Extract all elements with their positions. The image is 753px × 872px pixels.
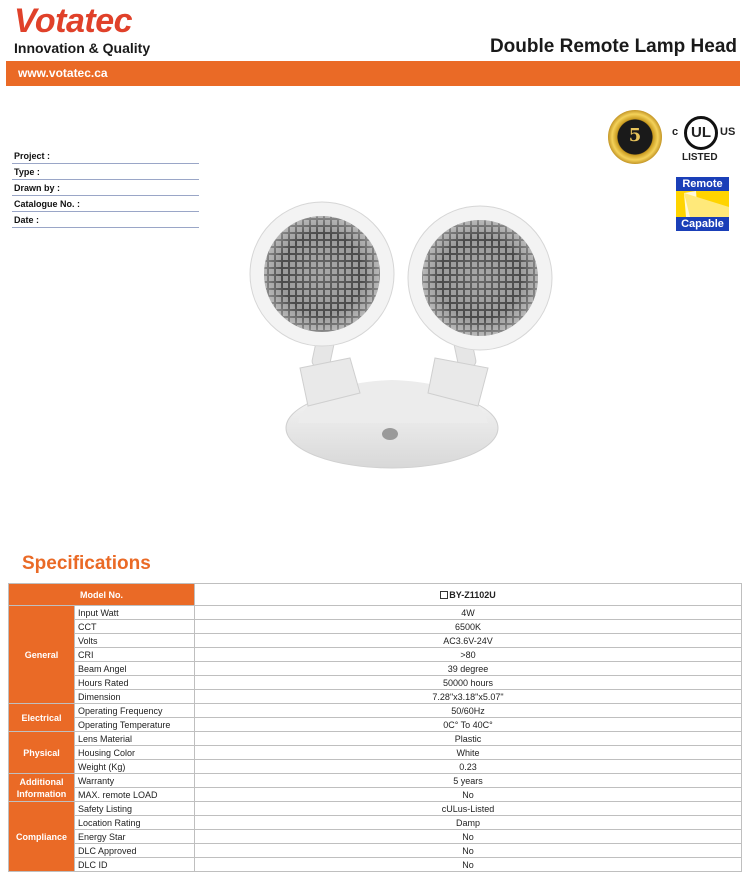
param-cell: Location Rating [75, 816, 195, 830]
param-cell: Input Watt [75, 606, 195, 620]
project-field-catalogue: Catalogue No. : [12, 196, 199, 212]
param-cell: MAX. remote LOAD [75, 788, 195, 802]
table-row [9, 676, 742, 690]
warranty-number: 5 [628, 125, 642, 146]
model-row [9, 584, 742, 606]
table-row [9, 816, 742, 830]
value-cell: Plastic [195, 732, 742, 746]
brand-logo: Votatec [14, 2, 133, 40]
category-general: General [9, 606, 75, 704]
param-cell: Operating Temperature [75, 718, 195, 732]
value-cell: 7.28"x3.18"x5.07" [195, 690, 742, 704]
value-cell: AC3.6V-24V [195, 634, 742, 648]
brand-tagline: Innovation & Quality [14, 40, 151, 56]
ul-us-text: US [720, 126, 736, 138]
param-cell: Safety Listing [75, 802, 195, 816]
model-value: BY-Z1102U [449, 589, 496, 600]
table-row [9, 760, 742, 774]
ul-circle: UL [684, 116, 718, 150]
param-cell: Hours Rated [75, 676, 195, 690]
param-cell: Weight (Kg) [75, 760, 195, 774]
param-cell: Volts [75, 634, 195, 648]
remote-badge-bottom: Capable [676, 217, 729, 231]
table-row [9, 774, 742, 788]
table-row [9, 704, 742, 718]
model-value-cell [195, 584, 742, 606]
table-row [9, 746, 742, 760]
param-cell: DLC ID [75, 858, 195, 872]
param-cell: Operating Frequency [75, 704, 195, 718]
value-cell: 0C° To 40C° [195, 718, 742, 732]
product-image [240, 198, 560, 476]
table-row [9, 648, 742, 662]
value-cell: No [195, 844, 742, 858]
param-cell: Beam Angel [75, 662, 195, 676]
value-cell: 0.23 [195, 760, 742, 774]
param-cell: CRI [75, 648, 195, 662]
value-cell: cULus-Listed [195, 802, 742, 816]
project-field-date: Date : [12, 212, 199, 228]
table-row [9, 830, 742, 844]
value-cell: No [195, 788, 742, 802]
header-band [6, 61, 740, 86]
table-row [9, 620, 742, 634]
value-cell: No [195, 858, 742, 872]
value-cell: 50/60Hz [195, 704, 742, 718]
table-row [9, 844, 742, 858]
param-cell: CCT [75, 620, 195, 634]
table-row [9, 788, 742, 802]
param-cell: Lens Material [75, 732, 195, 746]
project-field-type: Type : [12, 164, 199, 180]
table-row [9, 606, 742, 620]
project-info-table [12, 148, 199, 228]
param-cell: Energy Star [75, 830, 195, 844]
param-cell: Housing Color [75, 746, 195, 760]
table-row [9, 690, 742, 704]
specifications-heading: Specifications [22, 553, 151, 574]
table-row [9, 634, 742, 648]
value-cell: No [195, 830, 742, 844]
checkbox-icon [440, 591, 448, 599]
value-cell: 39 degree [195, 662, 742, 676]
ul-listed-logo [672, 116, 738, 164]
value-cell: >80 [195, 648, 742, 662]
table-row [9, 802, 742, 816]
value-cell: White [195, 746, 742, 760]
website-link[interactable]: www.votatec.ca [18, 66, 108, 80]
category-electrical: Electrical [9, 704, 75, 732]
remote-capable-badge [676, 177, 729, 231]
table-row [9, 662, 742, 676]
project-field-project: Project : [12, 148, 199, 164]
warranty-5-years-badge [608, 110, 662, 164]
value-cell: 4W [195, 606, 742, 620]
table-row [9, 718, 742, 732]
ul-listed-text: LISTED [682, 152, 718, 163]
page-title: Double Remote Lamp Head [489, 36, 737, 57]
project-field-drawn-by: Drawn by : [12, 180, 199, 196]
ul-c-text: c [672, 126, 679, 138]
table-row [9, 858, 742, 872]
param-cell: Warranty [75, 774, 195, 788]
value-cell: 50000 hours [195, 676, 742, 690]
value-cell: 6500K [195, 620, 742, 634]
category-physical: Physical [9, 732, 75, 774]
param-cell: DLC Approved [75, 844, 195, 858]
category-additional-information: Additional Information [9, 774, 75, 802]
value-cell: 5 years [195, 774, 742, 788]
model-label: Model No. [9, 584, 195, 606]
remote-badge-top: Remote [676, 177, 729, 191]
table-row [9, 732, 742, 746]
spec-table [8, 583, 742, 872]
param-cell: Dimension [75, 690, 195, 704]
value-cell: Damp [195, 816, 742, 830]
category-compliance: Compliance [9, 802, 75, 872]
